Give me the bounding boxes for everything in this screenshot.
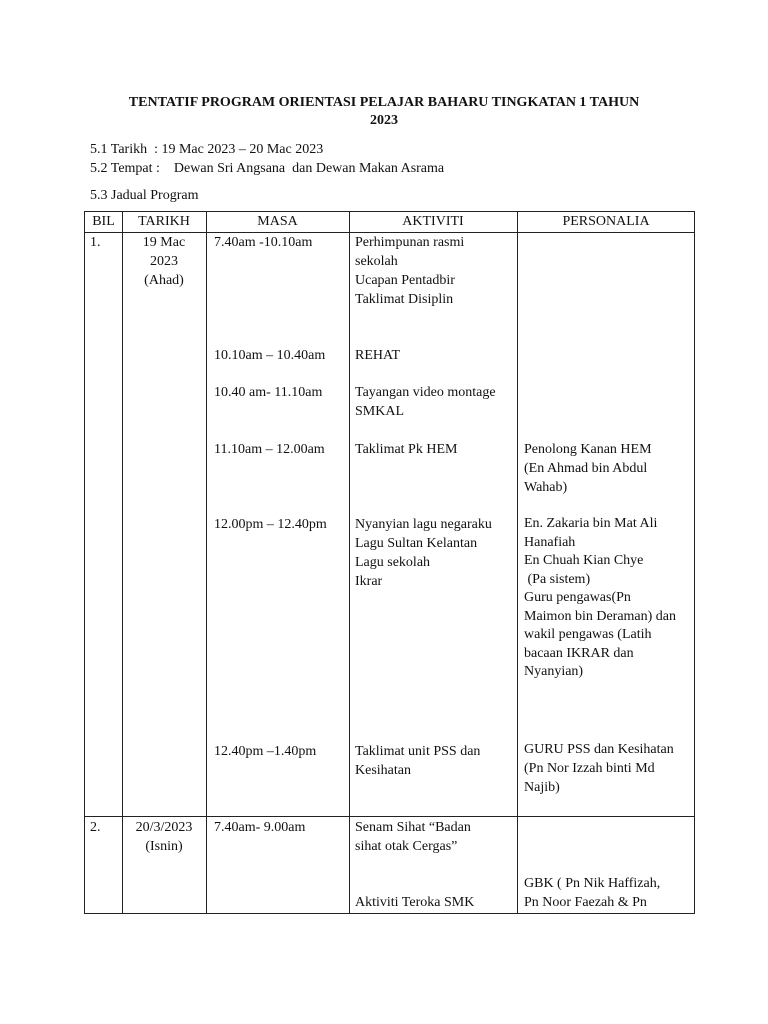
masa-cell: 10.10am – 10.40am (214, 348, 326, 363)
aktiviti-cell (355, 515, 492, 591)
bil-2: 2. (90, 820, 101, 835)
aktiviti-line: Ikrar (355, 574, 383, 589)
aktiviti-line: Lagu sekolah (355, 555, 431, 570)
personalia-line: En Chuah Kian Chye (524, 553, 644, 568)
column-divider (206, 212, 207, 913)
aktiviti-line: Senam Sihat “Badan (355, 820, 471, 835)
masa-cell: 7.40am -10.10am (214, 235, 313, 250)
aktiviti-line: Ucapan Pentadbir (355, 273, 455, 288)
personalia-cell (524, 515, 676, 682)
jadual-line: 5.3 Jadual Program (90, 188, 199, 203)
personalia-cell (524, 874, 660, 912)
tarikh-line: 5.1 Tarikh : 19 Mac 2023 – 20 Mac 2023 (90, 142, 324, 157)
masa-cell: 7.40am- 9.00am (214, 820, 306, 835)
tarikh-1 (122, 233, 206, 290)
tarikh-1-day: (Ahad) (144, 273, 184, 288)
masa-cell: 10.40 am- 11.10am (214, 385, 323, 400)
column-divider (517, 212, 518, 913)
tarikh-1-line-1: 19 Mac (142, 235, 186, 250)
aktiviti-line: Nyanyian lagu negaraku (355, 517, 492, 532)
aktiviti-line: Tayangan video montage (355, 385, 496, 400)
tarikh-1-line-2: 2023 (150, 254, 178, 269)
aktiviti-cell (355, 818, 471, 856)
tempat-line: 5.2 Tempat : Dewan Sri Angsana dan Dewan Makan Asrama (90, 161, 445, 176)
aktiviti-line: sekolah (355, 254, 398, 269)
personalia-line: Hanafiah (524, 534, 576, 550)
personalia-line: GBK ( Pn Nik Haffizah, (524, 876, 661, 891)
document-title (90, 94, 678, 130)
bil-1: 1. (90, 235, 101, 250)
aktiviti-cell (355, 383, 496, 421)
column-divider (349, 212, 350, 913)
aktiviti-line: Taklimat Disiplin (355, 292, 454, 307)
header-tarikh: TARIKH (138, 214, 190, 229)
aktiviti-cell: REHAT (355, 348, 401, 363)
aktiviti-line: Kesihatan (355, 763, 411, 778)
personalia-line: GURU PSS dan Kesihatan (524, 742, 674, 757)
personalia-cell (524, 440, 652, 497)
personalia-line: Najib) (524, 780, 560, 795)
title-line-1: TENTATIF PROGRAM ORIENTASI PELAJAR BAHARU TINGKATAN 1 TAHUN (128, 95, 640, 110)
aktiviti-line: Taklimat unit PSS dan (355, 744, 481, 759)
header-masa: MASA (257, 214, 298, 229)
personalia-line: Nyanyian) (524, 664, 584, 679)
tarikh-2 (122, 818, 206, 856)
personalia-line: Penolong Kanan HEM (524, 442, 652, 457)
personalia-line: wakil pengawas (Latih (524, 627, 652, 642)
personalia-line: Guru pengawas(Pn (524, 590, 631, 605)
personalia-line: (En Ahmad bin Abdul (524, 461, 648, 476)
personalia-line: (Pa sistem) (524, 571, 591, 587)
row-divider (85, 816, 694, 817)
tarikh-2-line-1: 20/3/2023 (135, 820, 193, 835)
personalia-line: (Pn Nor Izzah binti Md (524, 761, 655, 776)
masa-cell: 12.40pm –1.40pm (214, 744, 317, 759)
personalia-line: En. Zakaria bin Mat Ali (524, 516, 658, 531)
personalia-line: Wahab) (524, 480, 568, 495)
masa-cell: 12.00pm – 12.40pm (214, 517, 327, 532)
aktiviti-cell: Aktiviti Teroka SMK (355, 895, 475, 910)
personalia-line: Maimon bin Deraman) dan (524, 608, 677, 624)
masa-cell: 11.10am – 12.00am (214, 442, 325, 457)
personalia-line: Pn Noor Faezah & Pn (524, 895, 647, 910)
aktiviti-line: SMKAL (355, 404, 405, 419)
personalia-line: bacaan IKRAR dan (524, 645, 634, 661)
aktiviti-cell: Taklimat Pk HEM (355, 442, 458, 457)
personalia-cell (524, 740, 674, 797)
aktiviti-line: sihat otak Cergas” (355, 839, 458, 854)
aktiviti-line: Perhimpunan rasmi (355, 235, 465, 250)
header-aktiviti: AKTIVITI (402, 214, 464, 229)
schedule-table (84, 211, 695, 914)
column-divider (122, 212, 123, 913)
aktiviti-cell (355, 742, 480, 780)
header-bil: BIL (92, 214, 115, 229)
header-personalia: PERSONALIA (562, 214, 650, 229)
title-line-2: 2023 (370, 113, 398, 128)
tarikh-2-day: (Isnin) (145, 839, 183, 854)
aktiviti-line: Lagu Sultan Kelantan (355, 536, 478, 551)
aktiviti-cell (355, 233, 464, 309)
